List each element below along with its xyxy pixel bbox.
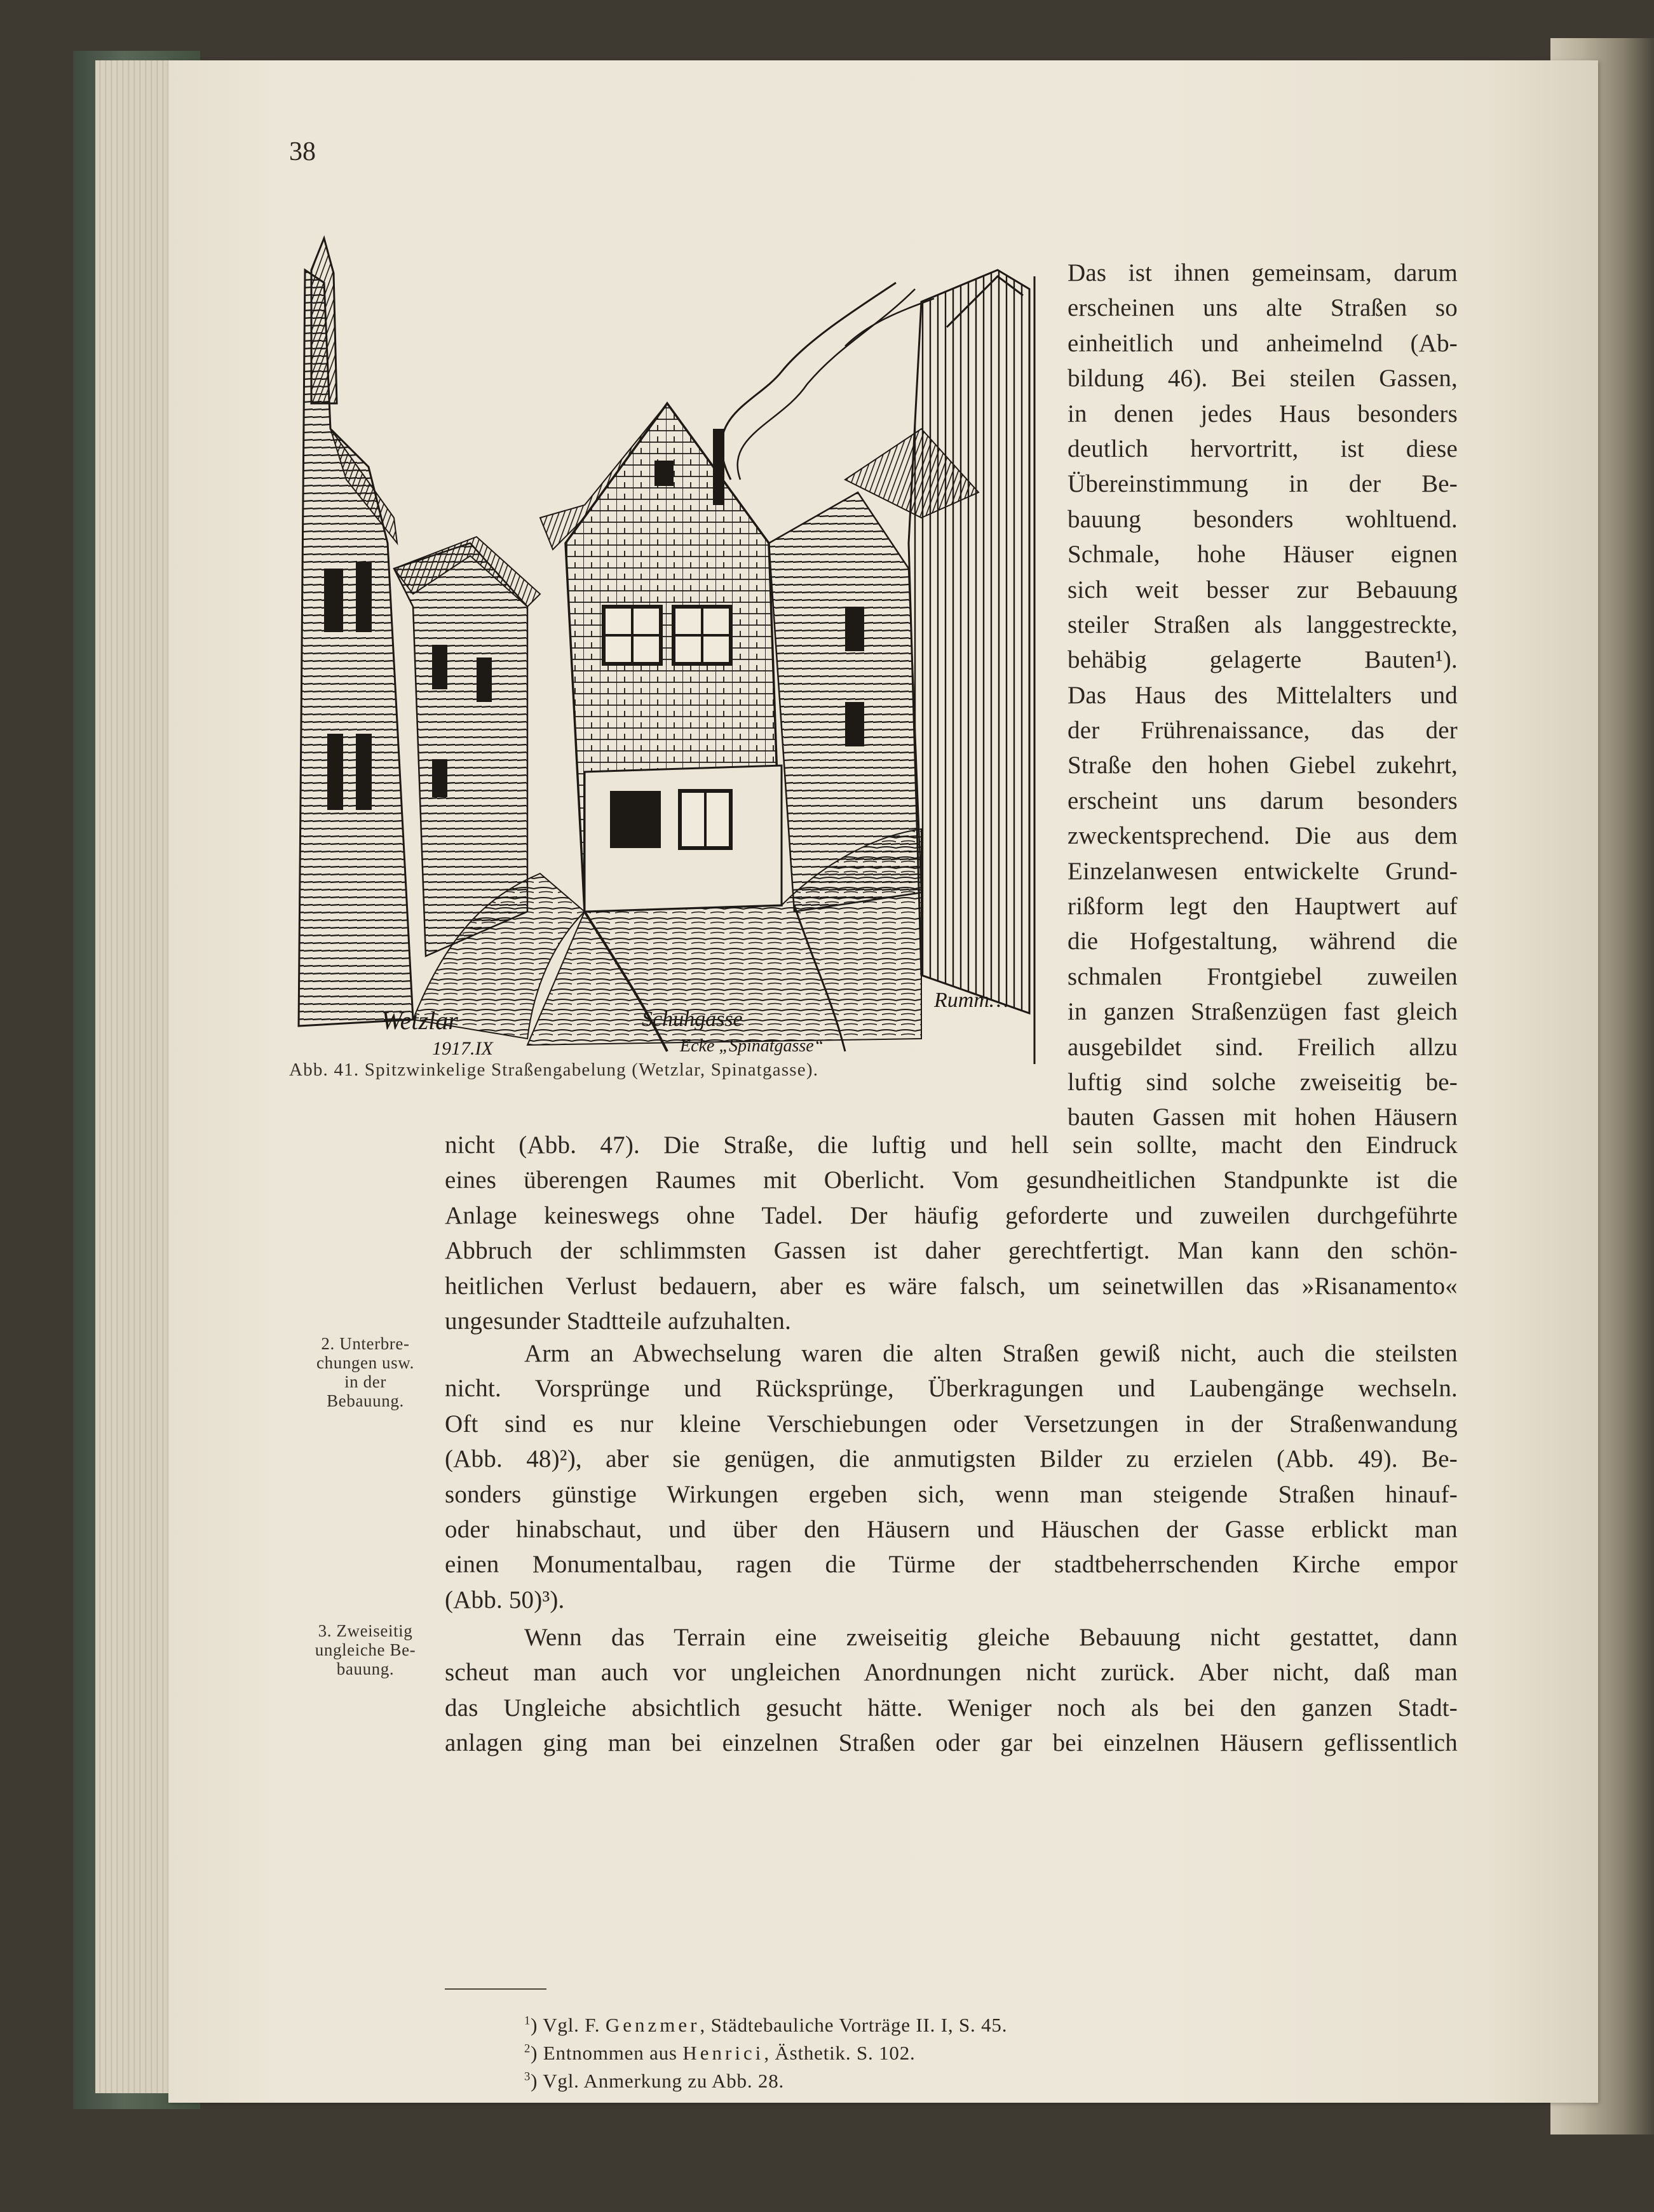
text-column-beside-figure bbox=[1068, 255, 1458, 1135]
text-line: rißform legt den Hauptwert auf bbox=[1068, 893, 1458, 921]
footnote-mark: 1 bbox=[524, 2014, 531, 2028]
footnotes bbox=[524, 2011, 1007, 2095]
text-line: deutlich hervortritt, ist diese bbox=[1068, 435, 1458, 462]
footnote-mark: 2 bbox=[524, 2042, 531, 2056]
footnote-1 bbox=[524, 2011, 1007, 2039]
text-line: ausgebildet sind. Freilich allzu bbox=[1068, 1033, 1458, 1061]
text-line: erscheint uns darum besonders bbox=[1068, 786, 1458, 814]
footnote-author: Henrici bbox=[682, 2042, 764, 2064]
text-line: die Hofgestaltung, während die bbox=[1068, 927, 1458, 955]
text-line: sich weit besser zur Bebauung bbox=[1068, 576, 1458, 604]
text-line: scheut man auch vor ungleichen Anordnungen nicht zurück. Aber nicht, daß man bbox=[445, 1659, 1458, 1687]
text-line: Anlage keineswegs ohne Tadel. Der häufig geforderte und zuweilen durchgeführte bbox=[445, 1201, 1458, 1229]
footnote-text: , Städtebauliche Vorträge II. I, S. 45. bbox=[700, 2014, 1008, 2036]
margin-note-line: 2. Unterbre- bbox=[321, 1334, 410, 1353]
text-line: heitlichen Verlust bedauern, aber es wäre falsch, um seinetwillen das »Risanamento« bbox=[445, 1272, 1458, 1300]
footnote-divider bbox=[445, 1988, 546, 1990]
sketch-signature: Rumm… bbox=[934, 988, 1009, 1012]
margin-note-line: bauung. bbox=[336, 1659, 395, 1678]
street-sketch-illustration bbox=[286, 162, 1036, 1064]
text-line: nicht (Abb. 47). Die Straße, die luftig und hell sein sollte, macht den Eindruck bbox=[445, 1131, 1458, 1159]
text-line: Straße den hohen Giebel zukehrt, bbox=[1068, 752, 1458, 779]
text-line: behäbig gelagerte Bauten¹). bbox=[1068, 646, 1458, 674]
text-line: Übereinstimmung in der Be- bbox=[1068, 470, 1458, 498]
paragraph-3 bbox=[445, 1620, 1458, 1761]
margin-note-line: ungleiche Be- bbox=[315, 1640, 416, 1659]
paragraph-2 bbox=[445, 1336, 1458, 1617]
text-line: zweckentsprechend. Die aus dem bbox=[1068, 822, 1458, 850]
margin-note-3 bbox=[299, 1621, 432, 1678]
sketch-inscription-center: Schuhgasse bbox=[642, 1008, 743, 1031]
margin-note-2 bbox=[299, 1334, 432, 1410]
text-line: einheitlich und anheimelnd (Ab- bbox=[1068, 329, 1458, 357]
footnote-text: ) Vgl. F. bbox=[531, 2014, 606, 2036]
margin-note-line: Bebauung. bbox=[327, 1391, 404, 1410]
text-line: in denen jedes Haus besonders bbox=[1068, 400, 1458, 428]
text-line: nicht. Vorsprünge und Rücksprünge, Überkragungen und Laubengänge wechseln. bbox=[445, 1375, 1458, 1403]
margin-note-line: 3. Zweiseitig bbox=[318, 1621, 413, 1640]
text-line: erscheinen uns alte Straßen so bbox=[1068, 294, 1458, 322]
text-line: bildung 46). Bei steilen Gassen, bbox=[1068, 365, 1458, 393]
sketch-inscription-left: Wetzlar bbox=[381, 1006, 458, 1035]
text-line: Wenn das Terrain eine zweiseitig gleiche Bebauung nicht gestattet, dann bbox=[524, 1624, 1458, 1651]
text-line: Das ist ihnen gemeinsam, darum bbox=[1068, 259, 1458, 287]
text-line: Das Haus des Mittelalters und bbox=[1068, 681, 1458, 709]
text-line: Arm an Abwechselung waren die alten Straßen gewiß nicht, auch die steilsten bbox=[524, 1340, 1458, 1367]
footnote-2 bbox=[524, 2039, 1007, 2067]
text-line: bauten Gassen mit hohen Häusern bbox=[1068, 1103, 1458, 1131]
text-line: steiler Straßen als langgestreckte, bbox=[1068, 610, 1458, 638]
text-line: ungesunder Stadtteile aufzuhalten. bbox=[445, 1307, 792, 1335]
text-line: einen Monumentalbau, ragen die Türme der stadtbeherrschenden Kirche empor bbox=[445, 1551, 1458, 1579]
text-line: Schmale, hohe Häuser eignen bbox=[1068, 541, 1458, 569]
text-line: der Frührenaissance, das der bbox=[1068, 717, 1458, 745]
sketch-inscription-date: 1917.IX bbox=[432, 1038, 493, 1059]
text-line: das Ungleiche absichtlich gesucht hätte. Weniger noch als bei den ganzen Stadt- bbox=[445, 1694, 1458, 1722]
footnote-text: ) Vgl. Anmerkung zu Abb. 28. bbox=[531, 2070, 785, 2092]
text-line: eines überengen Raumes mit Oberlicht. Vom gesundheitlichen Standpunkte ist die bbox=[445, 1166, 1458, 1194]
text-line: in ganzen Straßenzügen fast gleich bbox=[1068, 998, 1458, 1026]
footnote-text: ) Entnommen aus bbox=[531, 2042, 683, 2064]
text-line: schmalen Frontgiebel zuweilen bbox=[1068, 962, 1458, 990]
text-line: anlagen ging man bei einzelnen Straßen oder gar bei einzelnen Häusern geflissentlich bbox=[445, 1729, 1458, 1757]
margin-note-line: in der bbox=[344, 1372, 386, 1391]
sketch-inscription-center-sub: Ecke „Spinatgasse“ bbox=[680, 1036, 824, 1056]
text-line: (Abb. 48)²), aber sie genügen, die anmutigsten Bilder zu erzielen (Abb. 49). Be- bbox=[445, 1445, 1458, 1473]
figure-caption: Abb. 41. Spitzwinkelige Straßengabelung (Wetzlar, Spinatgasse). bbox=[289, 1060, 819, 1080]
footnote-author: Genzmer bbox=[605, 2014, 700, 2036]
paragraph-1 bbox=[445, 1128, 1458, 1339]
text-line: oder hinabschaut, und über den Häusern und Häuschen der Gasse erblickt man bbox=[445, 1515, 1458, 1543]
text-line: Abbruch der schlimmsten Gassen ist daher gerechtfertigt. Man kann den schön- bbox=[445, 1237, 1458, 1265]
text-line: sonders günstige Wirkungen ergeben sich, wenn man steigende Straßen hinauf- bbox=[445, 1480, 1458, 1508]
page-number: 38 bbox=[289, 137, 316, 166]
text-line: Oft sind es nur kleine Verschiebungen oder Versetzungen in der Straßenwandung bbox=[445, 1410, 1458, 1438]
text-line: (Abb. 50)³). bbox=[445, 1586, 565, 1614]
sketch-drawing bbox=[286, 162, 1036, 1064]
footnote-3 bbox=[524, 2067, 1007, 2095]
footnote-mark: 3 bbox=[524, 2070, 531, 2084]
text-line: bauung besonders wohltuend. bbox=[1068, 505, 1458, 533]
text-line: Einzelanwesen entwickelte Grund- bbox=[1068, 857, 1458, 885]
footnote-text: , Ästhetik. S. 102. bbox=[764, 2042, 916, 2064]
margin-note-line: chungen usw. bbox=[316, 1353, 414, 1372]
text-line: luftig sind solche zweiseitig be- bbox=[1068, 1068, 1458, 1096]
